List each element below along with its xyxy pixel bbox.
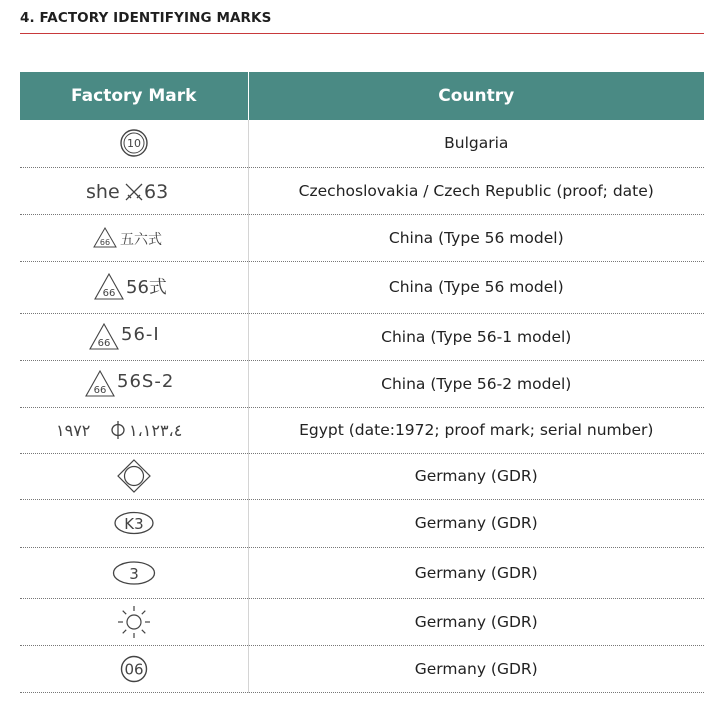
mark-label: 66 bbox=[93, 384, 107, 396]
triangle-66-56-mark-icon bbox=[94, 272, 174, 302]
factory-mark-cell bbox=[20, 598, 248, 645]
oval-3-mark-icon bbox=[110, 559, 158, 587]
country-cell: Czechoslovakia / Czech Republic (proof; date) bbox=[248, 167, 704, 214]
mark-label: 66 bbox=[99, 237, 110, 247]
country-cell: Bulgaria bbox=[248, 120, 704, 167]
country-cell: Egypt (date:1972; proof mark; serial number) bbox=[248, 407, 704, 453]
factory-mark-cell bbox=[20, 547, 248, 598]
circled-10-mark-icon bbox=[114, 127, 154, 159]
mark-label-2: ١،١٢٣،٤ bbox=[128, 421, 183, 440]
table-row bbox=[20, 214, 704, 261]
factory-mark-cell bbox=[20, 313, 248, 360]
factory-mark-cell bbox=[20, 453, 248, 499]
header-country: Country bbox=[248, 72, 704, 120]
factory-mark-cell bbox=[20, 214, 248, 261]
header-factory-mark: Factory Mark bbox=[20, 72, 248, 120]
mark-label-2: 五六式 bbox=[119, 231, 162, 248]
mark-label-2: 63 bbox=[143, 180, 168, 203]
mark-label: 3 bbox=[128, 564, 139, 583]
mark-label-2: 56S-2 bbox=[116, 370, 175, 392]
diamond-in-circle-mark-icon bbox=[116, 458, 152, 494]
table-row bbox=[20, 167, 704, 214]
table-row bbox=[20, 645, 704, 692]
country-cell: Germany (GDR) bbox=[248, 598, 704, 645]
factory-mark-cell bbox=[20, 167, 248, 214]
mark-label: K3 bbox=[124, 515, 144, 533]
circled-06-mark-icon bbox=[118, 653, 150, 685]
factory-mark-cell bbox=[20, 360, 248, 407]
factory-mark-cell bbox=[20, 645, 248, 692]
mark-label: she bbox=[85, 180, 120, 203]
country-cell: Germany (GDR) bbox=[248, 547, 704, 598]
factory-mark-cell bbox=[20, 120, 248, 167]
table-row bbox=[20, 261, 704, 313]
mark-label: 66 bbox=[102, 288, 116, 299]
table-row bbox=[20, 499, 704, 547]
table-row bbox=[20, 407, 704, 453]
arabic-date-proof-serial-mark-icon bbox=[54, 417, 214, 443]
country-cell: China (Type 56-1 model) bbox=[248, 313, 704, 360]
she-crossed-swords-63-mark-icon bbox=[84, 176, 184, 206]
country-cell: China (Type 56-2 model) bbox=[248, 360, 704, 407]
proof-mark-icon bbox=[112, 421, 124, 439]
mark-label: 06 bbox=[124, 660, 144, 678]
table-row bbox=[20, 313, 704, 360]
crossed-swords-icon bbox=[126, 184, 142, 200]
title-rule bbox=[20, 33, 704, 34]
mark-label: 66 bbox=[97, 337, 111, 349]
country-cell: China (Type 56 model) bbox=[248, 214, 704, 261]
oval-k3-mark-icon bbox=[112, 510, 156, 536]
table-row bbox=[20, 547, 704, 598]
triangle-66-56s-2-mark-icon bbox=[85, 368, 183, 400]
mark-label-2: 56-I bbox=[120, 323, 160, 345]
factory-mark-cell bbox=[20, 261, 248, 313]
table-row bbox=[20, 120, 704, 167]
mark-label: 10 bbox=[126, 137, 141, 151]
country-cell: Germany (GDR) bbox=[248, 499, 704, 547]
factory-mark-cell bbox=[20, 407, 248, 453]
table-header-row bbox=[20, 72, 704, 120]
table-row bbox=[20, 360, 704, 407]
sun-mark-icon bbox=[116, 604, 152, 640]
factory-mark-cell bbox=[20, 499, 248, 547]
country-cell: China (Type 56 model) bbox=[248, 261, 704, 313]
country-cell: Germany (GDR) bbox=[248, 645, 704, 692]
mark-label-2: 56式 bbox=[125, 277, 167, 298]
factory-marks-table bbox=[20, 72, 704, 693]
mark-label: ١٩٧٢ bbox=[55, 421, 91, 440]
triangle-66-56-1-mark-icon bbox=[89, 321, 179, 353]
section-title: 4. FACTORY IDENTIFYING MARKS bbox=[20, 10, 272, 26]
country-cell: Germany (GDR) bbox=[248, 453, 704, 499]
table-row bbox=[20, 453, 704, 499]
table-row bbox=[20, 598, 704, 645]
triangle-66-type56-chinese-mark-icon bbox=[92, 225, 176, 251]
